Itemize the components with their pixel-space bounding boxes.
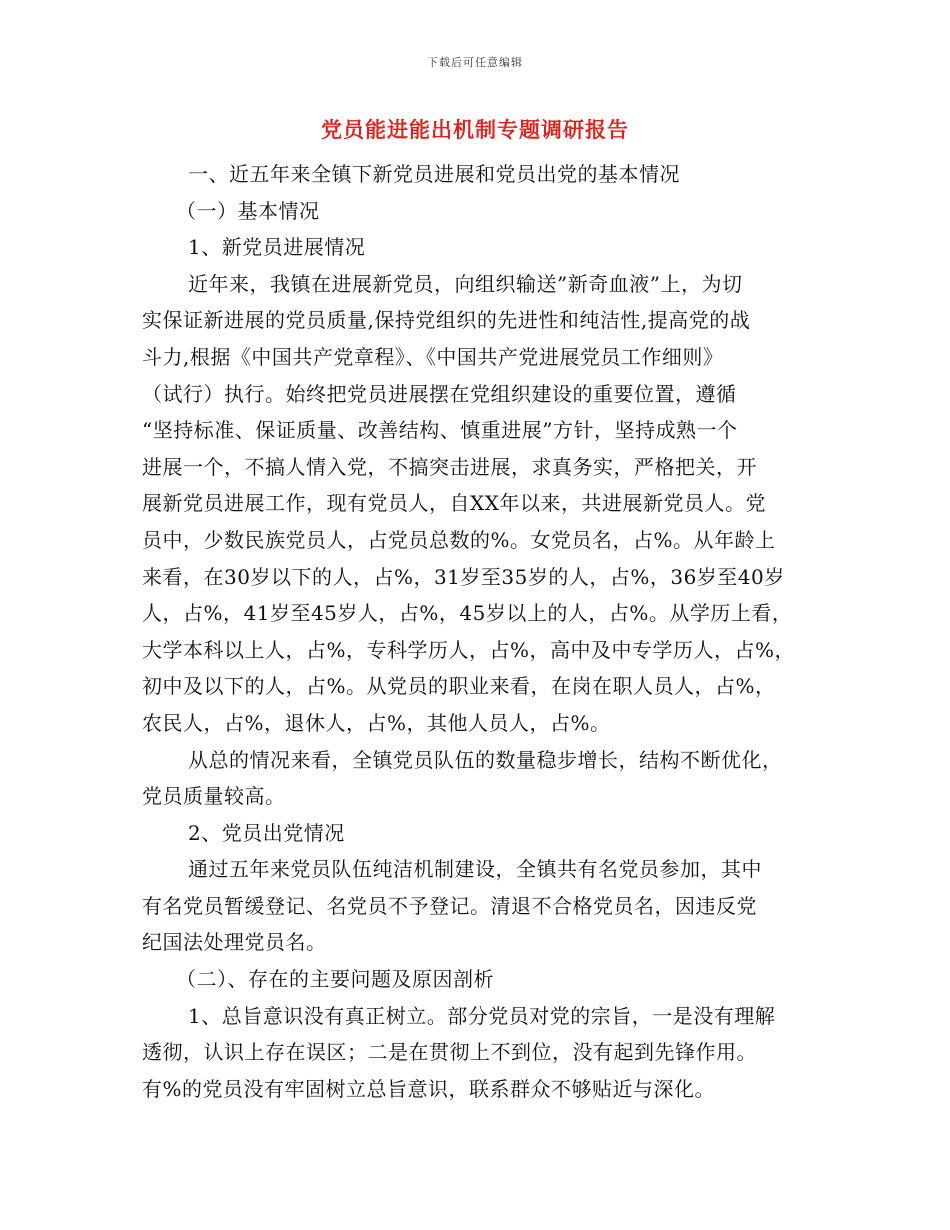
text-line: 人，占%，41岁至45岁人，占%，45岁以上的人，占%。从学历上看， <box>142 601 793 626</box>
text-line: 从总的情况来看，全镇党员队伍的数量稳步增长，结构不断优化， <box>188 747 783 772</box>
text-line: 通过五年来党员队伍纯洁机制建设，全镇共有名党员参加，其中 <box>188 857 762 882</box>
text-line: 有名党员暂缓登记、名党员不予登记。清退不合格党员名，因违反党 <box>142 893 757 918</box>
text-line: 展新党员进展工作，现有党员人，自XX年以来，共进展新党员人。党 <box>142 491 766 516</box>
text-line: 大学本科以上人，占%，专科学历人，占%，高中及中专学历人，占%， <box>142 637 796 662</box>
text-line: 透彻，认识上存在误区；二是在贯彻上不到位，没有起到先锋作用。 <box>142 1040 757 1065</box>
text-line: 党员质量较高。 <box>142 784 286 809</box>
text-line: （二）、存在的主要问题及原因剖析 <box>176 967 494 992</box>
text-line: 一、近五年来全镇下新党员进展和党员出党的基本情况 <box>188 162 680 186</box>
text-line: 实保证新进展的党员质量,保持党组织的先进性和纯洁性,提高党的战 <box>142 308 751 333</box>
text-line: 农民人，占%，退休人，占%，其他人员人，占%。 <box>142 710 611 735</box>
page-header: 下载后可任意编辑 <box>427 56 523 69</box>
document-title: 党员能进能出机制专题调研报告 <box>321 118 629 142</box>
text-line: “坚持标准、保证质量、改善结构、慎重进展”方针，坚持成熟一个 <box>142 418 738 443</box>
document-body <box>142 156 812 1107</box>
text-line: 近年来，我镇在进展新党员，向组织输送”新奇血液”上，为切 <box>188 271 743 296</box>
text-line: 1、新党员进展情况 <box>188 235 366 260</box>
text-line: 纪国法处理党员名。 <box>142 930 327 955</box>
text-line: （一）基本情况 <box>176 198 320 223</box>
text-line: 来看，在30岁以下的人，占%，31岁至35岁的人，占%，36岁至40岁 <box>142 564 785 589</box>
text-line: 进展一个，不搞人情入党，不搞突击进展，求真务实，严格把关，开 <box>142 454 757 479</box>
text-line: 初中及以下的人，占%。从党员的职业来看，在岗在职人员人，占%， <box>142 674 776 699</box>
text-line: （试行）执行。始终把党员进展摆在党组织建设的重要位置，遵循 <box>142 381 737 406</box>
text-line: 斗力,根据《中国共产党章程》、《中国共产党进展党员工作细则》 <box>142 344 724 369</box>
text-line: 1、总旨意识没有真正树立。部分党员对党的宗旨，一是没有理解 <box>188 1003 776 1028</box>
text-line: 有%的党员没有牢固树立总旨意识，联系群众不够贴近与深化。 <box>142 1076 716 1101</box>
text-line: 2、党员出党情况 <box>188 820 345 845</box>
text-line: 员中，少数民族党员人，占党员总数的%。女党员名，占%。从年龄上 <box>142 527 776 552</box>
